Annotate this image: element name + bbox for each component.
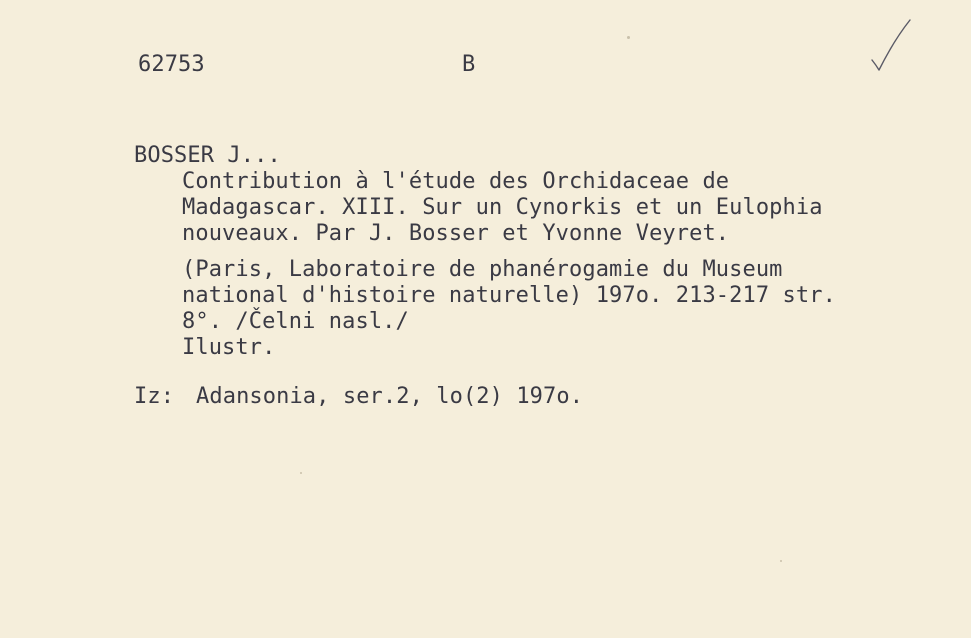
imprint-line: Ilustr. <box>182 335 276 360</box>
accession-number: 62753 <box>138 52 205 77</box>
source-label: Iz: <box>134 384 175 409</box>
title-statement <box>182 169 823 247</box>
source-text: Adansonia, ser.2, lo(2) 197o. <box>196 384 584 409</box>
paper-speck <box>627 36 630 39</box>
paper-speck <box>780 560 782 562</box>
imprint-line: (Paris, Laboratoire de phanérogamie du Museum <box>182 257 783 282</box>
author-heading: BOSSER J... <box>134 143 281 168</box>
title-line: Madagascar. XIII. Sur un Cynorkis et un Eulophia <box>182 195 823 220</box>
imprint-statement <box>182 257 836 361</box>
imprint-line: national d'histoire naturelle) 197o. 213-217 str. <box>182 283 836 308</box>
title-line: Contribution à l'étude des Orchidaceae de <box>182 169 730 194</box>
source-note <box>134 384 583 410</box>
imprint-line: 8°. /Čelni nasl./ <box>182 309 409 334</box>
check-mark-icon <box>868 18 918 78</box>
class-mark: B <box>462 52 476 77</box>
paper-speck <box>300 472 302 474</box>
title-line: nouveaux. Par J. Bosser et Yvonne Veyret. <box>182 221 730 246</box>
